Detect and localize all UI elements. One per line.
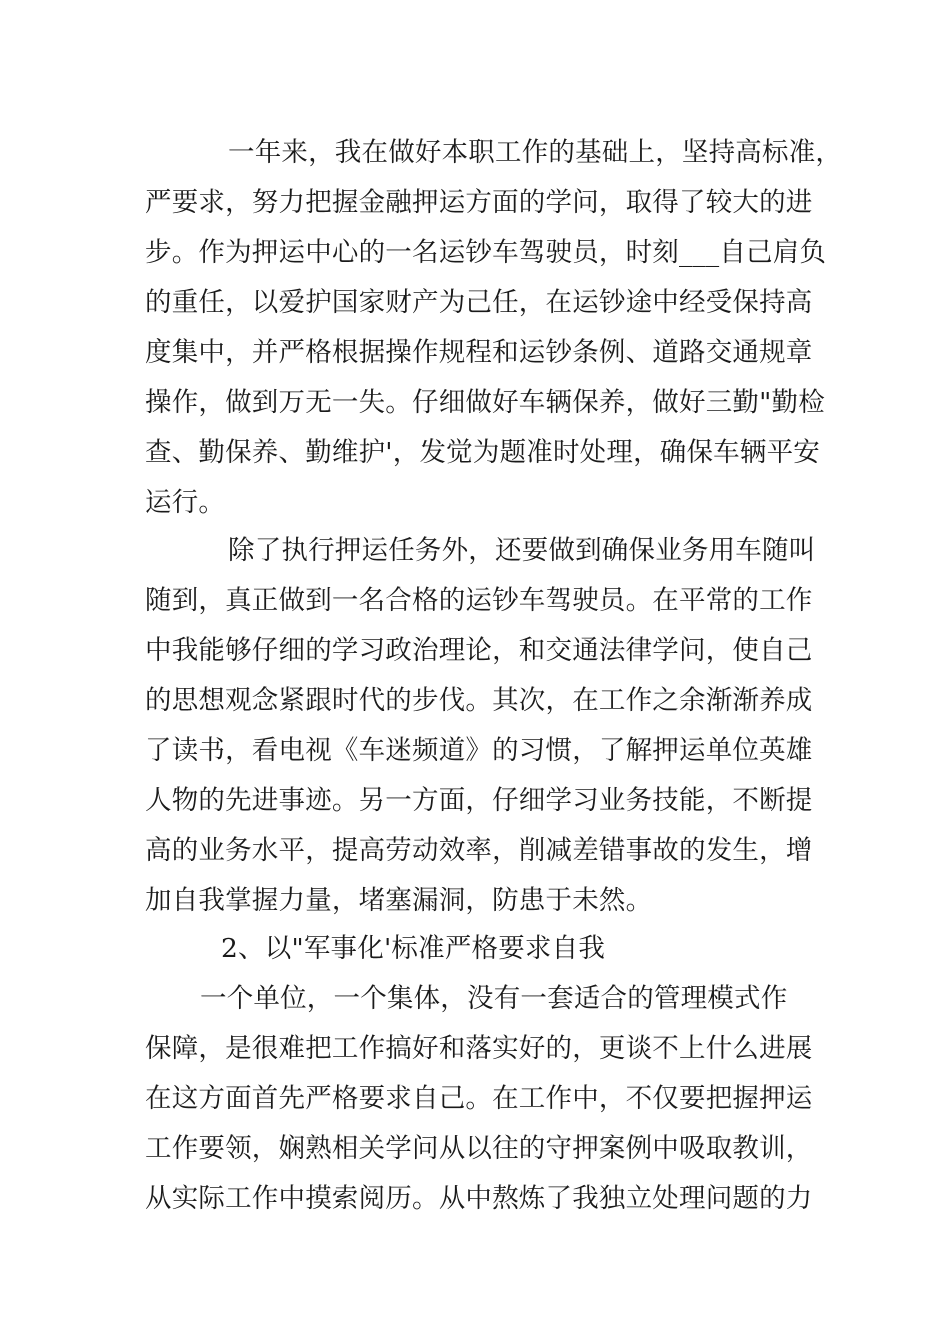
paragraph-1-line-8: 运行。 — [145, 487, 226, 518]
paragraph-3-line-1: 一个单位，一个集体，没有一套适合的管理模式作 — [200, 983, 788, 1014]
paragraph-1-line-3: 步。作为押运中心的一名运钞车驾驶员，时刻___自己肩负 — [145, 237, 827, 268]
section-heading: 2、以"军事化'标准严格要求自我 — [221, 933, 606, 964]
paragraph-3-line-5: 从实际工作中摸索阅历。从中熬炼了我独立处理问题的力 — [145, 1183, 813, 1214]
paragraph-3-line-2: 保障，是很难把工作搞好和落实好的，更谈不上什么进展 — [145, 1033, 813, 1064]
paragraph-2-line-3: 中我能够仔细的学习政治理论，和交通法律学问，使自己 — [145, 635, 813, 666]
paragraph-2-line-2: 随到，真正做到一名合格的运钞车驾驶员。在平常的工作 — [145, 585, 813, 616]
paragraph-2-line-5: 了读书，看电视《车迷频道》的习惯，了解押运单位英雄 — [145, 735, 813, 766]
paragraph-2-line-6: 人物的先进事迹。另一方面，仔细学习业务技能，不断提 — [145, 785, 813, 816]
paragraph-2-line-4: 的思想观念紧跟时代的步伐。其次，在工作之余渐渐养成 — [145, 685, 813, 716]
paragraph-1-line-5: 度集中，并严格根据操作规程和运钞条例、道路交通规章 — [145, 337, 813, 368]
paragraph-2-line-8: 加自我掌握力量，堵塞漏洞，防患于未然。 — [145, 885, 653, 916]
paragraph-1-line-7: 查、勤保养、勤维护'，发觉为题准时处理，确保车辆平安 — [145, 437, 820, 468]
paragraph-1-line-2: 严要求，努力把握金融押运方面的学问，取得了较大的进 — [145, 187, 813, 218]
paragraph-3-line-3: 在这方面首先严格要求自己。在工作中，不仅要把握押运 — [145, 1083, 813, 1114]
paragraph-2-line-1: 除了执行押运任务外，还要做到确保业务用车随叫 — [228, 535, 816, 566]
paragraph-1-line-1: 一年来，我在做好本职工作的基础上，坚持高标准， — [228, 137, 843, 168]
paragraph-3-line-4: 工作要领，娴熟相关学问从以往的守押案例中吸取教训， — [145, 1133, 813, 1164]
paragraph-1-line-6: 操作，做到万无一失。仔细做好车辆保养，做好三勤"勤检 — [145, 387, 825, 418]
paragraph-2-line-7: 高的业务水平，提高劳动效率，削减差错事故的发生，增 — [145, 835, 813, 866]
paragraph-1-line-4: 的重任，以爱护国家财产为己任，在运钞途中经受保持高 — [145, 287, 813, 318]
